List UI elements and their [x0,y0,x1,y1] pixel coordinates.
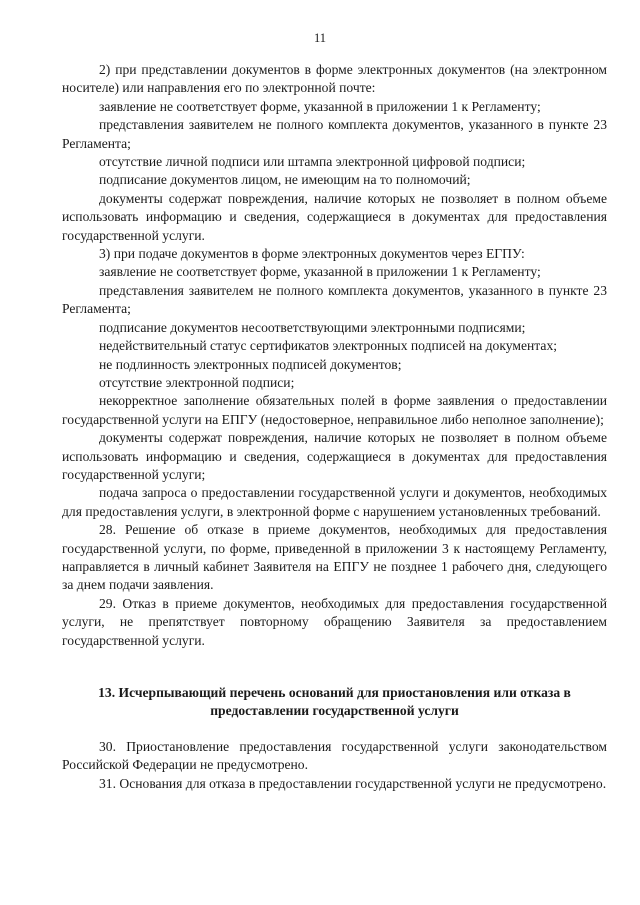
paragraph: заявление не соответствует форме, указанной в приложении 1 к Регламенту; [99,264,541,280]
paragraph: отсутствие личной подписи или штампа электронной цифровой подписи; [99,154,526,170]
body-text-top [62,61,607,650]
paragraph: некорректное заполнение обязательных полей в форме заявления о предоставлении государственной услуги на ЕПГУ (недостоверное, неправильное либо неполное заполнение); [62,393,607,427]
paragraph: подписание документов лицом, не имеющим на то полномочий; [99,172,471,188]
paragraph: представления заявителем не полного комплекта документов, указанного в пункте 23 Регламента; [62,117,607,151]
page-number: 11 [313,31,327,45]
paragraph: 29. Отказ в приеме документов, необходимых для предоставления государственной услуги, не препятствует повторному обращению Заявителя за предоставлением государственной услуги. [62,595,607,648]
paragraph: 2) при представлении документов в форме электронных документов (на электронном носителе) или направления его по электронной почте: [62,62,607,96]
section-heading: 13. Исчерпывающий перечень оснований для приостановления или отказа в предоставлении государственной услуги [98,685,571,719]
paragraph: документы содержат повреждения, наличие которых не позволяет в полном объеме использовать информацию и сведения, содержащиеся в документах для предоставления государственной услуги; [62,430,607,482]
paragraph: 28. Решение об отказе в приеме документов, необходимых для предоставления государственной услуги, по форме, приведенной в приложении 3 к настоящему Регламенту, направляется в личный кабинет Заявителя на ЕПГУ не позднее 1 рабочего дня, следующего за днем подачи заявления. [62,522,607,593]
paragraph: документы содержат повреждения, наличие которых не позволяет в полном объеме использовать информацию и сведения, содержащиеся в документах для предоставления государственной услуги. [62,190,607,243]
paragraph: 30. Приостановление предоставления государственной услуги законодательством Российской Федерации не предусмотрено. [62,739,607,773]
paragraph: 31. Основания для отказа в предоставлении государственной услуги не предусмотрено. [99,775,607,791]
paragraph: отсутствие электронной подписи; [99,374,295,390]
paragraph: недействительный статус сертификатов электронных подписей на документах; [99,338,558,354]
paragraph: подача запроса о предоставлении государственной услуги и документов, необходимых для предоставления услуги, в электронной форме с нарушением установленных требований. [62,485,607,519]
paragraph: не подлинность электронных подписей документов; [99,356,402,372]
body-text-bottom [62,738,607,793]
paragraph: 3) при подаче документов в форме электронных документов через ЕГПУ: [99,246,525,262]
paragraph: представления заявителем не полного комплекта документов, указанного в пункте 23 Регламента; [62,282,607,317]
paragraph: заявление не соответствует форме, указанной в приложении 1 к Регламенту; [99,98,541,114]
paragraph: подписание документов несоответствующими электронными подписями; [99,319,526,335]
